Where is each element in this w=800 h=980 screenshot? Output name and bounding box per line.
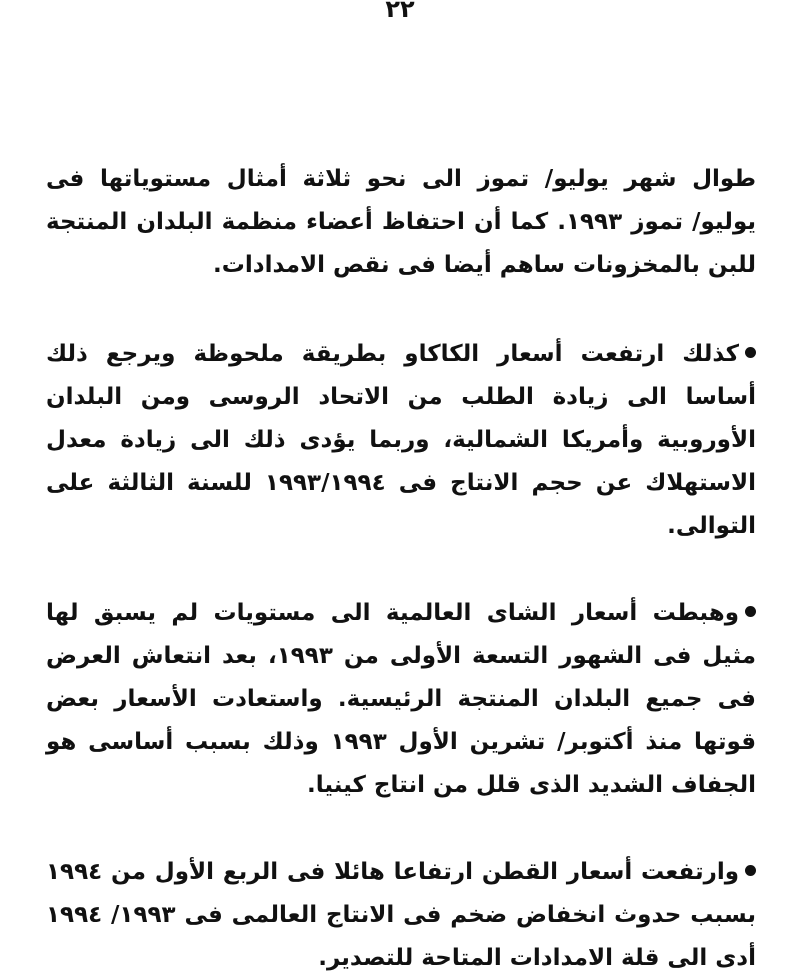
paragraph-text: كذلك ارتفعت أسعار الكاكاو بطريقة ملحوظة ويرجع ذلك أساسا الى زيادة الطلب من الاتحاد الروسى ومن البلدان الأوروبية وأمريكا الشمالية، وربما يؤدى ذلك الى زيادة معدل الاستهلاك عن حجم الانتاج فى ١٩٩٣/١٩٩٤ للسنة الثالثة على التوالى. <box>46 341 756 539</box>
paragraph-text: طوال شهر يوليو/ تموز الى نحو ثلاثة أمثال مستوياتها فى يوليو/ تموز ١٩٩٣. كما أن احتفاظ أعضاء منظمة البلدان المنتجة للبن بالمخزونات ساهم أيضا فى نقص الامدادات. <box>46 166 756 278</box>
bullet-icon <box>745 865 756 876</box>
paragraph-text: وارتفعت أسعار القطن ارتفاعا هائلا فى الربع الأول من ١٩٩٤ بسبب حدوث انخفاض ضخم فى الانتاج العالمى فى ١٩٩٣/ ١٩٩٤ أدى الى قلة الامدادات المتاحة للتصدير. <box>46 859 756 971</box>
paragraph-cotton <box>46 851 756 980</box>
paragraph-text: وهبطت أسعار الشاى العالمية الى مستويات لم يسبق لها مثيل فى الشهور التسعة الأولى من ١٩٩٣، بعد انتعاش العرض فى جميع البلدان المنتجة الرئيسية. واستعادت الأسعار بعض قوتها منذ أكتوبر/ تشرين الأول ١٩٩٣ وذلك بسبب أساسى هو الجفاف الشديد الذى قلل من انتاج كينيا. <box>46 600 756 798</box>
document-body <box>46 158 756 980</box>
paragraph-cocoa <box>46 333 756 548</box>
page-number: ٢٢ <box>385 0 415 23</box>
paragraph-tea <box>46 592 756 807</box>
bullet-icon <box>745 606 756 617</box>
paragraph-coffee-continuation <box>46 158 756 287</box>
bullet-icon <box>745 347 756 358</box>
